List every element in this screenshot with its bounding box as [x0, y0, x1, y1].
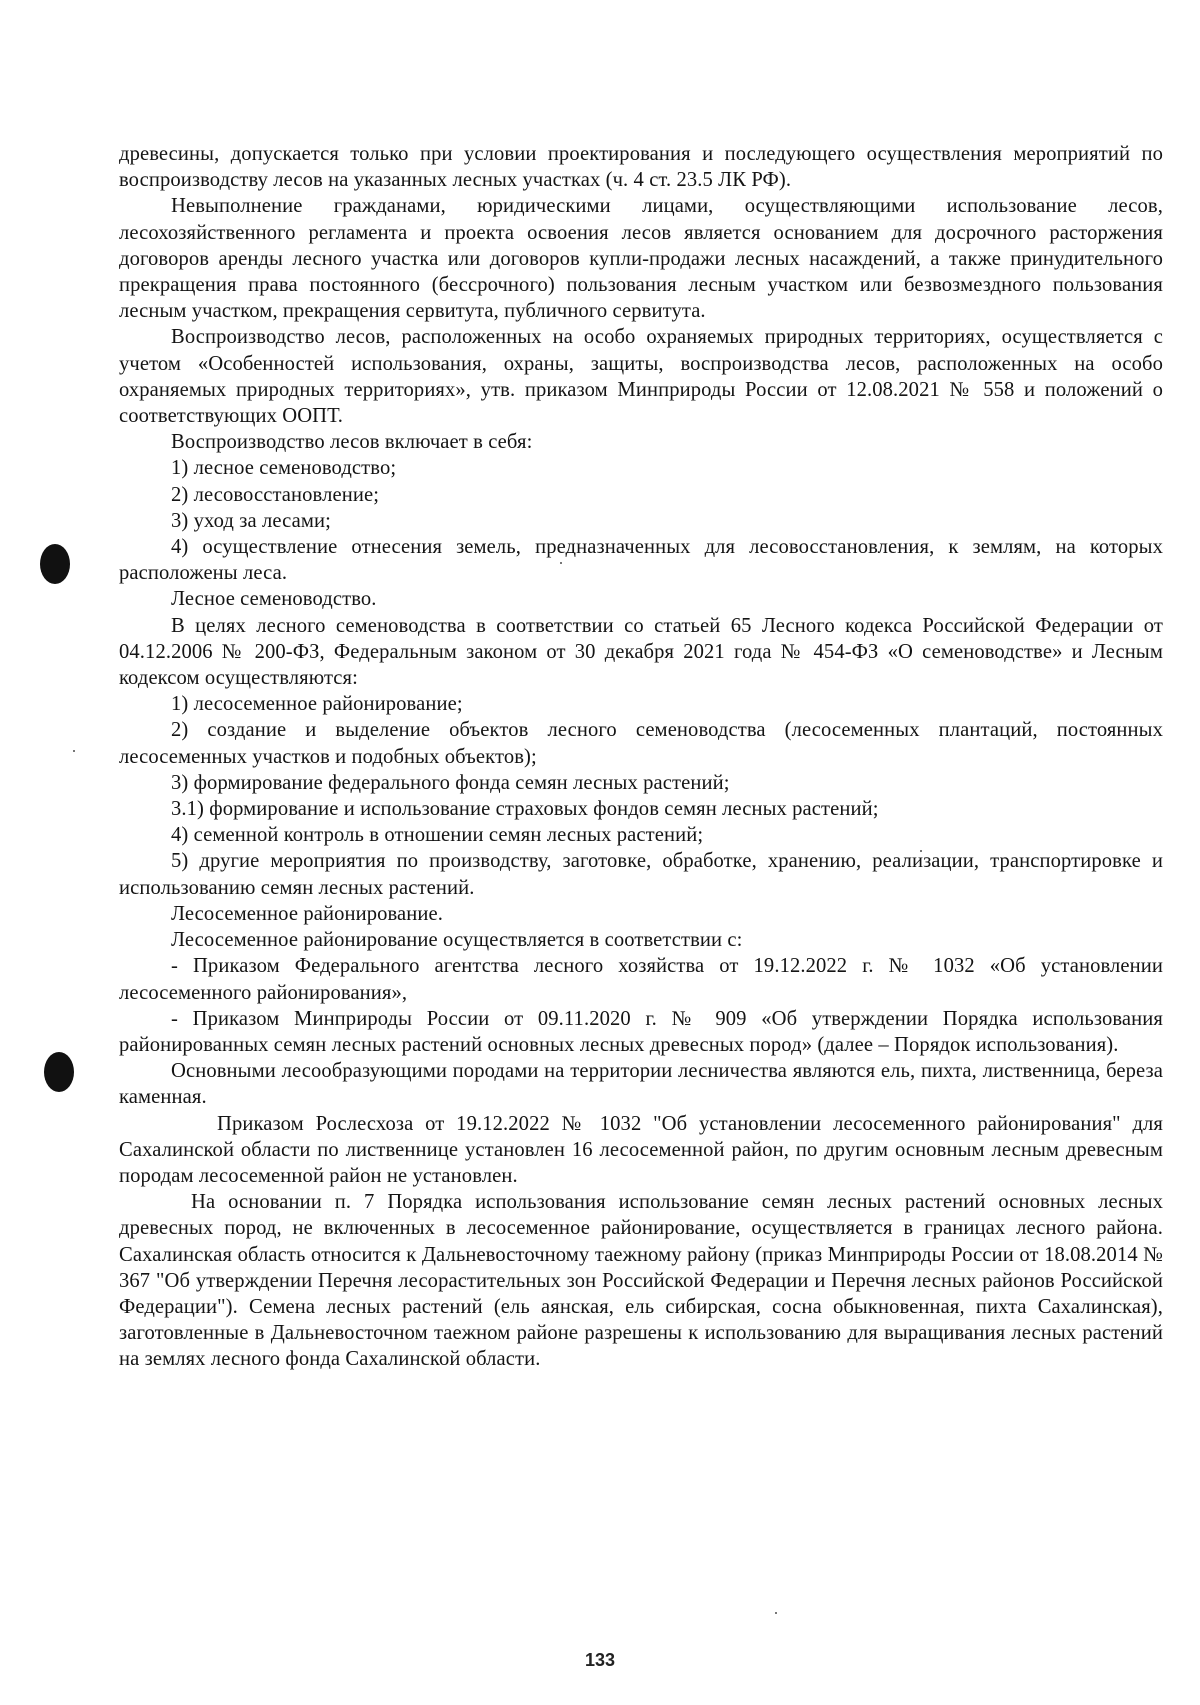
page-number: 133	[584, 1650, 616, 1670]
paragraph: 5) другие мероприятия по производству, заготовке, обработке, хранению, реализации, транспортировке и использованию семян лесных растений.	[119, 850, 1163, 899]
paragraph: 2) лесовосстановление;	[171, 483, 380, 506]
paragraph: Воспроизводство лесов включает в себя:	[171, 431, 533, 454]
paragraph: 1) лесное семеноводство;	[171, 457, 397, 480]
punch-hole-mark	[40, 544, 70, 584]
paragraph: На основании п. 7 Порядка использования использование семян лесных растений основных лесных древесных пород, не включенных в лесосеменное районирование, осуществляется в границах лесного района. Сахалинская область относится к Дальневосточному таежному району (приказ Минприроды России от 18.08.2014 № 367 "Об утверждении Перечня лесорастительных зон Российской Федерации и Перечня лесных районов Российской Федерации"). Семена лесных растений (ель аянская, ель сибирская, сосна обыкновенная, пихта Сахалинская), заготовленные в Дальневосточном таежном районе разрешены к использованию для выращивания лесных растений на землях лесного фонда Сахалинской области.	[119, 1191, 1163, 1371]
paragraph: Основными лесообразующими породами на территории лесничества являются ель, пихта, лиственница, береза каменная.	[119, 1060, 1163, 1109]
document-body	[119, 141, 1163, 1373]
paragraph: 3) уход за лесами;	[171, 509, 331, 532]
scan-speck	[73, 750, 75, 752]
paragraph: 3) формирование федерального фонда семян лесных растений;	[171, 771, 730, 794]
paragraph: 4) семенной контроль в отношении семян лесных растений;	[171, 824, 704, 847]
punch-hole-mark	[44, 1052, 74, 1092]
paragraph: Лесосеменное районирование.	[171, 902, 444, 925]
paragraph: Лесосеменное районирование осуществляется в соответствии с:	[171, 929, 743, 952]
paragraph: - Приказом Федерального агентства лесного хозяйства от 19.12.2022 г. № 1032 «Об установлении лесосеменного районирования»,	[119, 955, 1163, 1004]
scan-speck	[775, 1612, 777, 1614]
paragraph: Невыполнение гражданами, юридическими лицами, осуществляющими использование лесов, лесохозяйственного регламента и проекта освоения лесов является основанием для досрочного расторжения договоров аренды лесного участка или договоров купли-продажи лесных насаждений, а также принудительного прекращения права постоянного (бессрочного) пользования лесным участком или безвозмездного пользования лесным участком, прекращения сервитута, публичного сервитута.	[119, 195, 1163, 323]
paragraph: В целях лесного семеноводства в соответствии со статьей 65 Лесного кодекса Российской Федерации от 04.12.2006 № 200-ФЗ, Федеральным законом от 30 декабря 2021 года № 454-ФЗ «О семеноводстве» и Лесным кодексом осуществляются:	[119, 614, 1163, 690]
paragraph: - Приказом Минприроды России от 09.11.2020 г. № 909 «Об утверждении Порядка использования районированных семян лесных растений основных лесных древесных пород» (далее – Порядок использования).	[119, 1007, 1163, 1056]
paragraph: Воспроизводство лесов, расположенных на особо охраняемых природных территориях, осуществляется с учетом «Особенностей использования, охраны, защиты, воспроизводства лесов, расположенных на особо охраняемых природных территориях», утв. приказом Минприроды России от 12.08.2021 № 558 и положений о соответствующих ООПТ.	[119, 326, 1163, 428]
paragraph: Приказом Рослесхоза от 19.12.2022 № 1032 "Об установлении лесосеменного районирования" для Сахалинской области по лиственнице установлен 16 лесосеменной район, по другим основным лесным древесным породам лесосеменной район не установлен.	[119, 1112, 1163, 1187]
paragraph: 2) создание и выделение объектов лесного семеноводства (лесосеменных плантаций, постоянных лесосеменных участков и подобных объектов);	[119, 719, 1163, 768]
paragraph: 4) осуществление отнесения земель, предназначенных для лесовосстановления, к землям, на которых расположены леса.	[119, 536, 1163, 585]
paragraph: Лесное семеноводство.	[171, 588, 377, 611]
paragraph: 3.1) формирование и использование страховых фондов семян лесных растений;	[171, 798, 879, 821]
paragraph: древесины, допускается только при условии проектирования и последующего осуществления мероприятий по воспроизводству лесов на указанных лесных участках (ч. 4 ст. 23.5 ЛК РФ).	[119, 143, 1163, 192]
paragraph: 1) лесосеменное районирование;	[171, 693, 463, 716]
